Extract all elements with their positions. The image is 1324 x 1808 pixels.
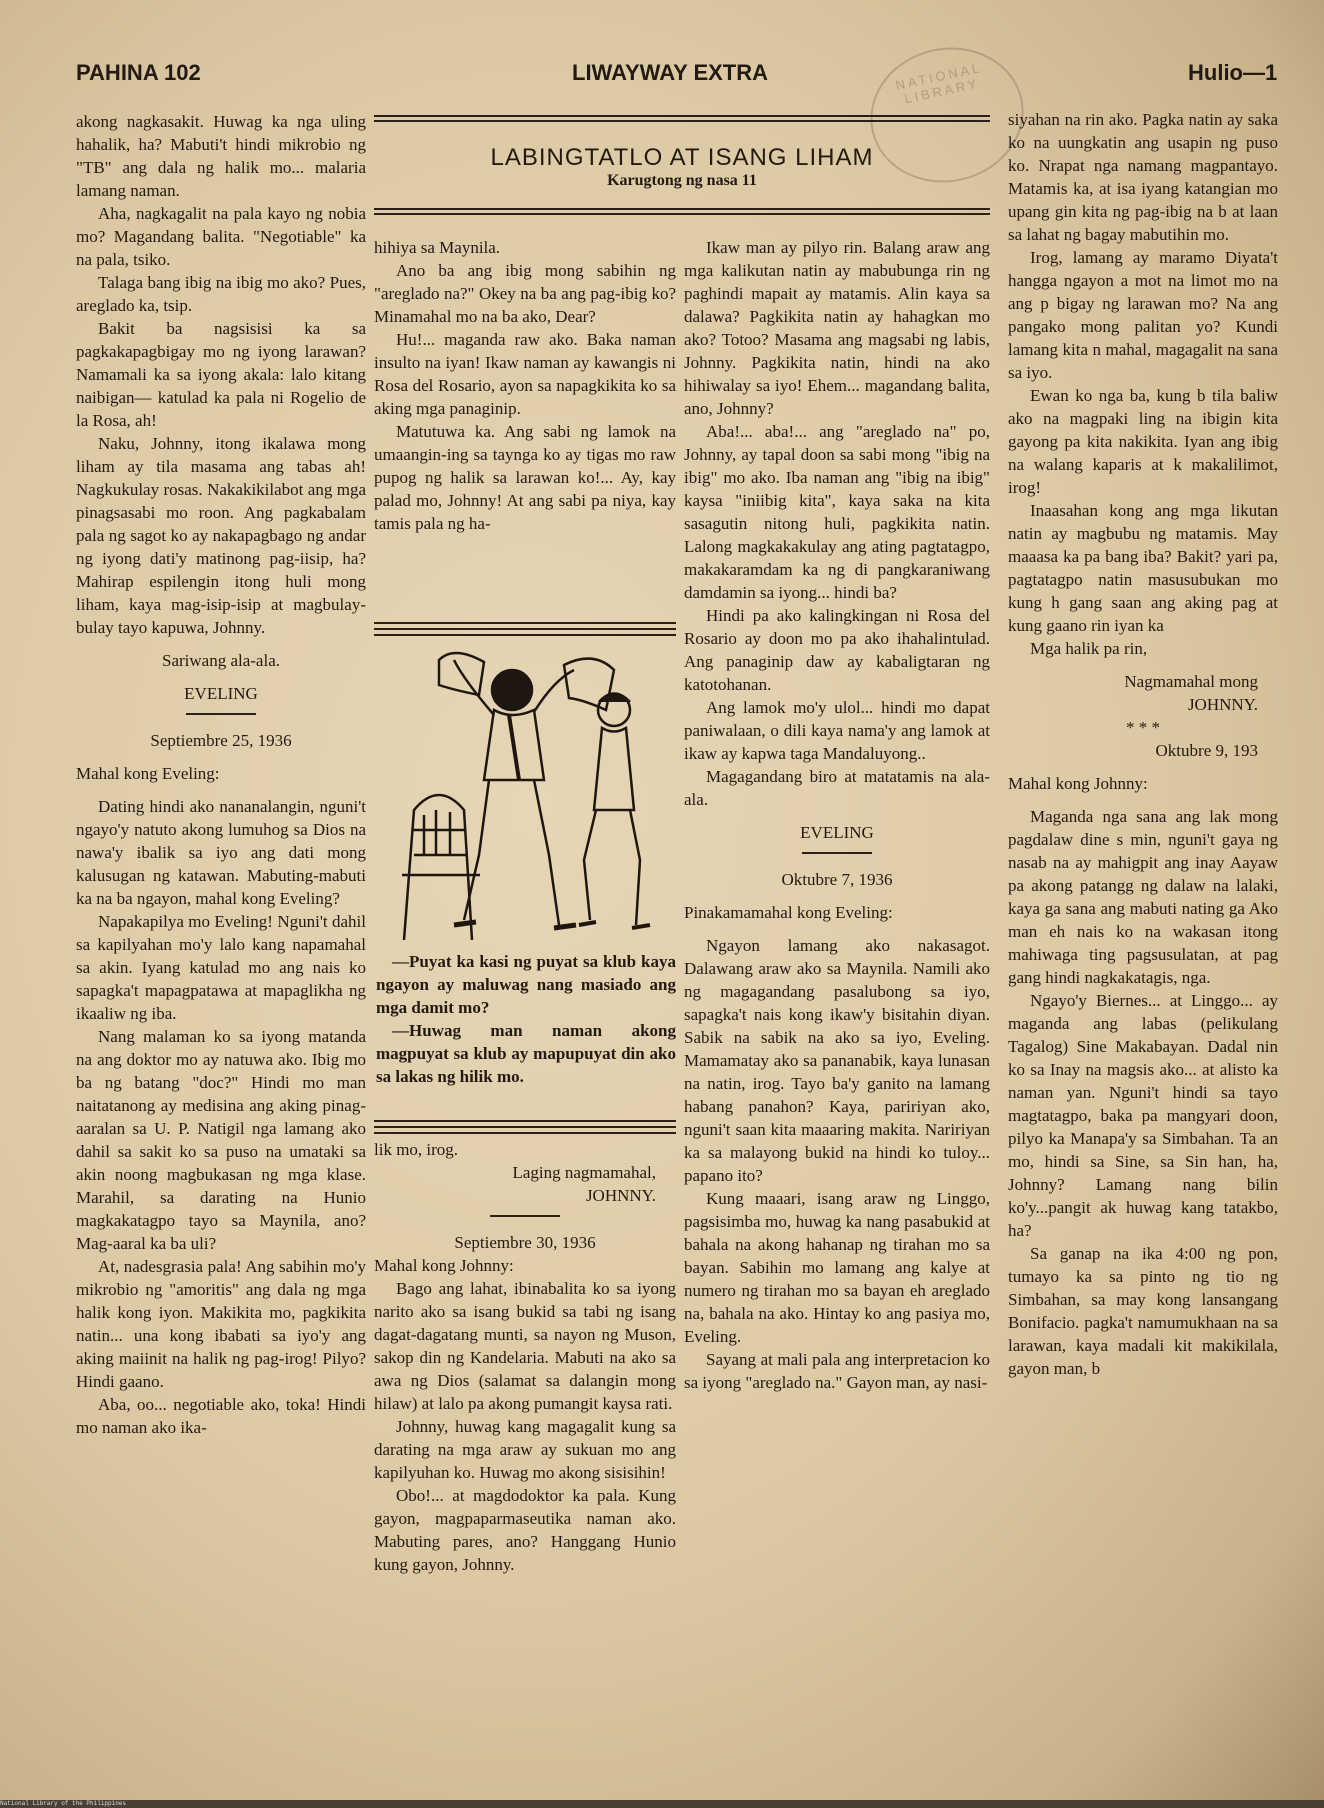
- paragraph: Naku, Johnny, itong ikalawa mong liham ay tila masama ang tabas ah! Nagkukulay rosas. Nakakikilabot ang mga pinagsasabi mo roon. Ang pagkabalam pala ng sagot ko ay nakapagbago ng andar ng iyong dati'y matinong pag-iisip, ha? Mahirap espilengin itong huli mong liham, kaya mag-isip-isip at magbulay-bulay tayo kapuwa, Johnny.: [76, 434, 366, 637]
- letter-signature: JOHNNY.: [1187, 695, 1258, 714]
- paragraph: Napakapilya mo Eveling! Nguni't dahil sa kapilyahan mo'y lalo kang napamahal sa akin. Iyang katulad mo ang nais ko sapagka't mapagpatawa at mapaglikha ng ikaaliw ng iba.: [76, 912, 366, 1023]
- article-title: LABINGTATLO AT ISANG LIHAM: [490, 144, 874, 171]
- paragraph: Ngayon lamang ako nakasagot. Dalawang araw ako sa Maynila. Namili ako ng magagandang pasalubong sa iyo, sapagka't nais kong ikaw'y bisitahin diyan. Sabik na sabik na ako sa iyo, Eveling. Mamamatay ako sa pananabik, kaya lunasan na natin, irog. Tayo ba'y ganito na lamang habang panahon? Kaya, paririyan ako, nguni't saan kita maaaring makita. Naririyan ka sa malayong bukid na hindi ko tuloy... papano ito?: [684, 936, 990, 1185]
- page-header: [0, 56, 1324, 96]
- paragraph: Hu!... maganda raw ako. Baka naman insulto na iyan! Ikaw naman ay kawangis ni Rosa del Rosario, ayon sa napagkikita ko sa aking mga panaginip.: [374, 330, 676, 418]
- article-title-box: [374, 112, 990, 212]
- paragraph: Obo!... at magdodoktor ka pala. Kung gayon, magpaparmaseutika naman ako. Mabuting pares, ano? Hanggang Hunio kung gayon, Johnny.: [374, 1486, 676, 1574]
- paragraph: Mga halik pa rin,: [1030, 639, 1148, 658]
- letter-signature: JOHNNY.: [585, 1186, 656, 1205]
- issue-date: Hulio—1: [1188, 60, 1278, 85]
- paragraph: Hindi pa ako kalingkingan ni Rosa del Rosario ay doon mo pa ako ihahalintulad. Ang panaginip daw ay kabaligtaran ng katotohanan.: [684, 606, 990, 694]
- letter-signature: EVELING: [184, 684, 258, 703]
- paragraph: Talaga bang ibig na ibig mo ako? Pues, areglado ka, tsip.: [76, 273, 366, 315]
- paragraph: Ngayo'y Biernes... at Linggo... ay maganda ang labas (pelikulang Tagalog) Sine Makabayan. Dadal nin ko sa Inay na magsis ako... at alisto ka naman yan. Nguni't hindi sa tayo magtatagpo, baka pa mangyari doon, pilyo ka Manapa'y sa Simbahan. Ta an mo, hindi sa Sine, sa Sin han, ha, Johnny? Lamang nang bilin ko'y...pangit ak huwag kang tatakbo, ha?: [1008, 991, 1278, 1240]
- paragraph: Magagandang biro at matatamis na ala-ala.: [684, 767, 990, 809]
- stamp-label: NATIONAL LIBRARY: [894, 59, 984, 107]
- archive-footer: National Library of the Philippines: [0, 1800, 127, 1807]
- divider: [802, 852, 872, 854]
- paragraph: Sa ganap na ika 4:00 ng pon, tumayo ka sa pinto ng tio ng Simbahan, sa may kong lansangang Bonifacio. pagka't namumukhaan na sa larawan, kaya madali kit makikilala, gayon man, b: [1008, 1244, 1278, 1378]
- caption-line: —Huwag man naman akong magpuyat sa klub ay mapupuyat din ako sa lakas ng hilik mo.: [376, 1021, 676, 1086]
- paragraph: siyahan na rin ako. Pagka natin ay saka ko na uungkatin ang usapin ng puso ko. Nrapat nga namang magpantayo. Matamis ka, at isa iyang katangian mo upang gin kita ng pag-ibig na b at laan sa lahat ng bagay mabutihin mo.: [1008, 110, 1278, 244]
- letter-salutation: Mahal kong Eveling:: [76, 764, 220, 783]
- paragraph: lik mo, irog.: [374, 1140, 459, 1159]
- letter-date: Septiembre 25, 1936: [150, 731, 292, 750]
- paragraph: Matutuwa ka. Ang sabi ng lamok na umaangin-ing sa taynga ko ay tigas mo raw pupog ng halik sa larawan ko!... Ay, kay palad mo, Johnny! At ang sabi pa niya, kay tamis pala ng ha-: [374, 422, 676, 533]
- section-stars: * * *: [1126, 718, 1160, 737]
- paragraph: Inaasahan kong ang mga likutan natin ay magbubu ng matamis. May maaasa ka pa bang iba? Bakit? yari pa, pagtatagpo natin masusubukan mo kung h gang saan ang aking pag at kung gaano rin iyan ka: [1008, 501, 1278, 635]
- letter-signature: EVELING: [800, 823, 874, 842]
- letter-date: Oktubre 7, 1936: [781, 870, 893, 889]
- paragraph: Sayang at mali pala ang interpretacion ko sa iyong "areglado na." Gayon man, ay nasi-: [684, 1350, 990, 1392]
- paragraph: Ang lamok mo'y ulol... hindi mo dapat paniwalaan, o dili kaya nama'y ang lamok at ikaw ay kapwa taga Mandaluyong..: [684, 698, 990, 763]
- publication-title: LIWAYWAY EXTRA: [572, 60, 769, 85]
- divider: [186, 713, 256, 715]
- article-continuation: Karugtong ng nasa 11: [607, 172, 757, 189]
- column-3: [684, 236, 990, 1394]
- cartoon-caption: [376, 950, 676, 1088]
- paragraph: Ikaw man ay pilyo rin. Balang araw ang mga kalikutan natin ay mabubunga rin ng paghindi mapait ay matamis. Alin kaya sa dalawa? Pagkikita natin ay hahagkan mo ako? Totoo? Masama ang magsabi ng labis, Johnny. Pagkikita natin, hindi na ako hihiwalay sa iyo! Ehem... magandang balita, ano, Johnny?: [684, 238, 990, 418]
- paragraph: Dating hindi ako nananalangin, nguni't ngayo'y natuto akong lumuhog sa Dios na nawa'y ibalik sa iyo ang dati mong kalusugan ng katawan. Mabuting-mabuti ka na ba ngayon, mahal kong Eveling?: [76, 797, 366, 908]
- cartoon-illustration: [384, 640, 670, 940]
- paragraph: Bago ang lahat, ibinabalita ko sa iyong narito ako sa isang bukid sa tabi ng isang dagat-dagatang munti, sa nayon ng Muson, sakop din ng Kandelaria. Mabuti na ako sa awa ng Dios (salamat sa dalangin mong hilaw) at lalo pa akong pumangit kaysa rati.: [374, 1279, 676, 1413]
- paragraph: Aba, oo... negotiable ako, toka! Hindi mo naman ako ika-: [76, 1395, 366, 1437]
- letter-salutation: Pinakamamahal kong Eveling:: [684, 903, 893, 922]
- paragraph: Kung maaari, isang araw ng Linggo, pagsisimba mo, huwag ka nang pasabukid at bahala na akong hahanap ng tirahan mo sa bayan. Sabihin mo lamang ang kalye at numero ng tirahan mo sa bayan eh areglado na, bahala na ako. Hintay ko ang pasiya mo, Eveling.: [684, 1189, 990, 1346]
- column-4: [1008, 108, 1278, 1380]
- letter-closing: Nagmamahal mong: [1124, 672, 1258, 691]
- paragraph: Ewan ko nga ba, kung b tila baliw ako na magpaki ling na ibigin kita gayong pa kita nakikita. Iyan ang ibig na walang kaparis at k makalilimot, irog!: [1008, 386, 1278, 497]
- paragraph: akong nagkasakit. Huwag ka nga uling hahalik, ha? Mabuti't hindi mikrobio ng "TB" ang dala ng halik mo... malaria lamang naman.: [76, 112, 366, 200]
- caption-line: —Puyat ka kasi ng puyat sa klub kaya ngayon ay maluwag nang masiado ang mga damit mo?: [376, 952, 676, 1017]
- cartoon-bottom-rule: [374, 1120, 676, 1138]
- paragraph: hihiya sa Maynila.: [374, 238, 501, 257]
- paragraph: Johnny, huwag kang magagalit kung sa darating na mga araw ay sukuan mo ang kapilyuhan ko. Huwag mo akong sisisihin!: [374, 1417, 676, 1482]
- paragraph: Aha, nagkagalit na pala kayo ng nobia mo? Magandang balita. "Negotiable" ka na pala, tsiko.: [76, 204, 366, 269]
- paragraph: Bakit ba nagsisisi ka sa pagkakapagbigay mo ng iyong larawan? Namamali ka sa iyong akala: lalo kitang naibigan— katulad ka pala ni Rogelio de la Rosa, ah!: [76, 319, 366, 430]
- column-2: [374, 236, 676, 535]
- letter-salutation: Mahal kong Johnny:: [1008, 774, 1148, 793]
- column-2-lower: [374, 1138, 676, 1576]
- paragraph: Ano ba ang ibig mong sabihin ng "areglado na?" Okey na ba ang pag-ibig ko? Minamahal mo na ba ako, Dear?: [374, 261, 676, 326]
- paragraph: Aba!... aba!... ang "areglado na" po, Johnny, ay tapal doon sa sabi mong "ibig na ibig" mo ako. Iba naman ang "ibig na ibig" kaysa "iniibig kita", kaya saka na kita sasagutin nitong huli, pagkikita natin. Lalong magkakakulay ang ating pagtatagpo, makakaramdam ka ng di pangkaraniwang damdamin sa iyong... hindi ba?: [684, 422, 990, 602]
- letter-closing: Sariwang ala-ala.: [162, 651, 280, 670]
- column-1: [76, 110, 366, 1439]
- page-number: PAHINA 102: [76, 60, 201, 85]
- paragraph: Nang malaman ko sa iyong matanda na ang doktor mo ay natuwa ako. Ibig mo ba ng batang "doc?" Hindi mo man naitatanong ay medisina ang aking pinag-aaralan sa U. P. Natigil nga lamang ako dahil sa sakit ko sa puso na umataki sa akin noong magbukasan ng mga klase. Marahil, sa darating na Hunio magkakatagpo tayo sa Maynila, ano? Mag-aaral ka ba uli?: [76, 1027, 366, 1253]
- letter-date: Oktubre 9, 193: [1155, 741, 1258, 760]
- divider: [490, 1215, 560, 1217]
- letter-salutation: Mahal kong Johnny:: [374, 1256, 514, 1275]
- cartoon-top-rule: [374, 622, 676, 640]
- paragraph: Maganda nga sana ang lak mong pagdalaw dine s min, nguni't gaya ng nasab na ay mahigpit ang inay Aayaw pa akong patangg ng dalaw na lalaki, kaya ga sana ang mabuti nating ga Ako man eh nais ko na wakasan itong mahiwaga ting pagsusulatan, at pag gang hindi nagkakatagis, nga.: [1008, 807, 1278, 987]
- letter-date: Septiembre 30, 1936: [454, 1233, 596, 1252]
- paragraph: At, nadesgrasia pala! Ang sabihin mo'y mikrobio ng "amoritis" ang dala ng mga halik kong iyon. Makikita mo, pagkikita natin... una kong ibabati sa iyo'y ang aking maiinit na halik ng pag-irog! Pilyo? Hindi gaano.: [76, 1257, 366, 1391]
- letter-closing: Laging nagmamahal,: [512, 1163, 656, 1182]
- paragraph: Irog, lamang ay maramo Diyata't hangga ngayon a mot na limot mo na ang p bigay ng larawan mo? Na ang pangako mong palitan yo? Kundi lamang kita n mahal, magagalit na sana sa iyo.: [1008, 248, 1278, 382]
